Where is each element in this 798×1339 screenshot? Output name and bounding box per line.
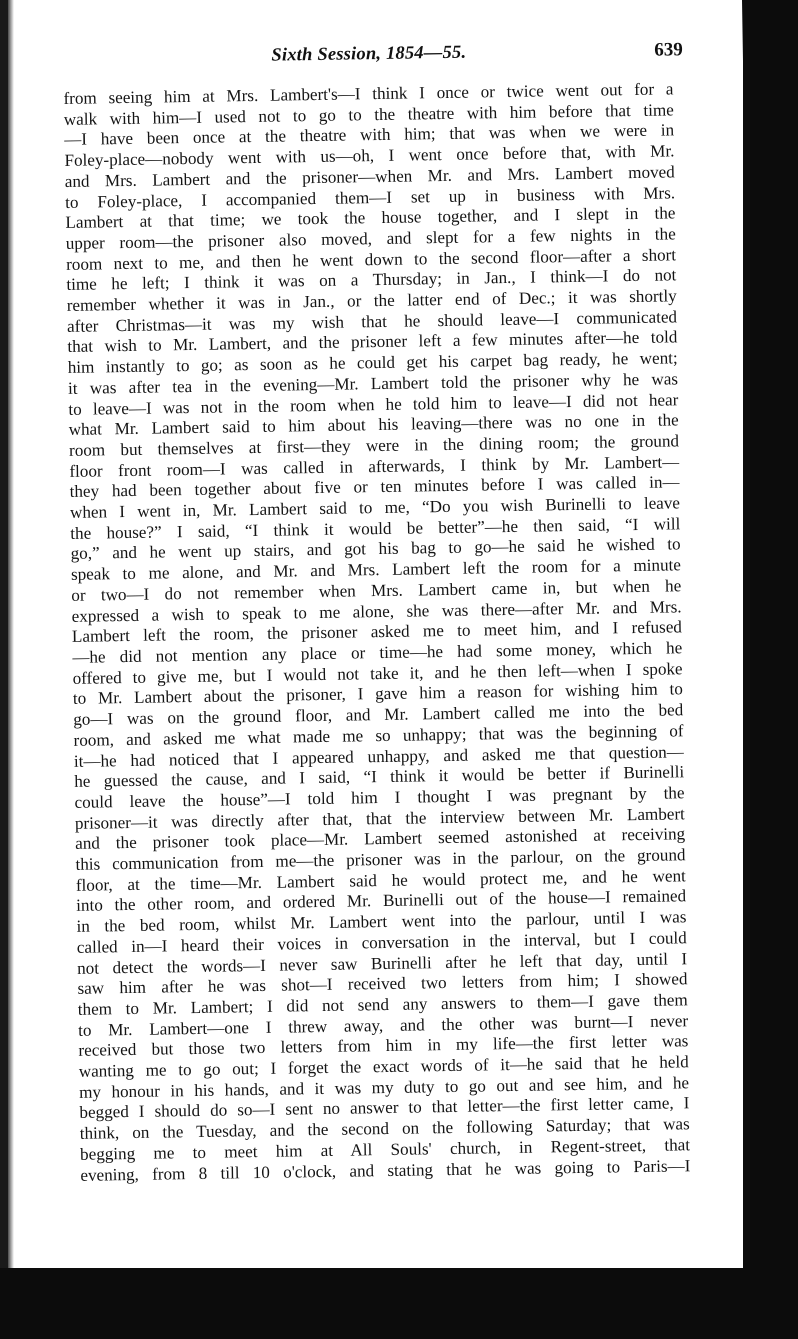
text-line: and the prisoner took place—Mr. Lambert seemed astonished at receiving xyxy=(75,824,686,854)
text-line: begging me to meet him at All Souls' church, in Regent-street, that xyxy=(79,1135,691,1164)
text-line: to Mr. Lambert about the prisoner, I gave him a reason for wishing him to xyxy=(72,679,684,709)
text-line: prisoner—it was directly after that, that the interview between Mr. Lambert xyxy=(74,803,685,833)
text-line: into the other room, and ordered Mr. Burinelli out of the house—I remained xyxy=(76,886,687,916)
text-line: after Christmas—it was my wish that he should leave—I communicated xyxy=(66,307,678,336)
text-line: could leave the house”—I told him I thought I was pregnant by the xyxy=(74,783,685,812)
page-number: 639 xyxy=(654,39,683,61)
book-page xyxy=(14,0,762,1274)
text-line: Foley-place—nobody went with us—oh, I went once before that, with Mr. xyxy=(64,141,675,171)
text-line: this communication from me—the prisoner was in the parlour, on the ground xyxy=(75,845,686,874)
text-line: Lambert left the room, the prisoner asked me to meet him, and I refused xyxy=(71,617,683,647)
text-line: saw him after he was shot—I received two letters from him; I showed xyxy=(77,969,688,999)
text-line: the house?” I said, “I think it would be better”—he then said, “I will xyxy=(70,514,681,543)
text-line: —he did not mention any place or time—he had some money, which he xyxy=(72,638,683,667)
scan-bottom-border xyxy=(0,1268,798,1339)
text-line: remember whether it was in Jan., or the latter end of Dec.; it was shortly xyxy=(66,286,677,315)
text-line: my honour in his hands, and it was my duty to go out and see him, and he xyxy=(78,1072,690,1102)
running-head: Sixth Session, 1854—55. xyxy=(271,42,467,66)
text-line: floor, at the time—Mr. Lambert said he would protect me, and he went xyxy=(75,865,686,895)
text-line: that wish to Mr. Lambert, and the prisoner left a few minutes after—he told xyxy=(67,327,678,357)
text-line: called in—I heard their voices in conversation in the interval, but I could xyxy=(76,928,687,957)
text-line: they had been together about five or ten minutes before I was called in— xyxy=(69,472,680,502)
text-line: think, on the Tuesday, and the second on the following Saturday; that was xyxy=(79,1114,690,1143)
text-line: begged I should do so—I sent no answer to that letter—the first letter came, I xyxy=(79,1093,690,1123)
text-line: to Mr. Lambert—one I threw away, and the other was burnt—I never xyxy=(77,1010,689,1040)
text-line: when I went in, Mr. Lambert said to me, “Do you wish Burinelli to leave xyxy=(69,493,681,522)
text-line: speak to me alone, and Mr. and Mrs. Lambert left the room for a minute xyxy=(70,555,682,585)
text-line: floor front room—I was called in afterwards, I think by Mr. Lambert— xyxy=(69,451,680,481)
text-line: go,” and he went up stairs, and got his bag to go—he said he wished to xyxy=(70,534,681,564)
page-header xyxy=(55,39,683,81)
testimony-text xyxy=(63,79,690,1186)
text-line: them to Mr. Lambert; I did not send any answers to them—I gave them xyxy=(77,990,688,1019)
text-line: to leave—I was not in the room when he told him to leave—I did not hear xyxy=(68,389,679,419)
text-line: it was after tea in the evening—Mr. Lambert told the prisoner why he was xyxy=(67,369,679,398)
text-line: wanting me to go out; I forget the exact words of it—he said that he held xyxy=(78,1052,689,1081)
scan-left-shadow xyxy=(8,0,14,1339)
text-line: walk with him—I used not to go to the theatre with him before that time xyxy=(63,100,674,129)
text-line: to Foley-place, I accompanied them—I set up in business with Mrs. xyxy=(64,182,676,212)
text-line: expressed a wish to speak to me alone, she was there—after Mr. and Mrs. xyxy=(71,596,682,626)
text-line: offered to give me, but I would not take it, and he then left—when I spoke xyxy=(72,658,683,688)
text-line: room next to me, and then he went down to the second floor—after a short xyxy=(65,244,677,274)
text-line: room, and asked me what made me so unhappy; that was the beginning of xyxy=(73,721,684,750)
text-line: in the bed room, whilst Mr. Lambert went into the parlour, until I was xyxy=(76,907,687,936)
text-line: not detect the words—I never saw Burinelli after he left that day, until I xyxy=(77,948,688,978)
scan-right-border xyxy=(743,0,798,1339)
text-line: him instantly to go; as soon as he could get his carpet bag ready, he went; xyxy=(67,348,678,378)
text-line: room but themselves at first—they were in the dining room; the ground xyxy=(68,431,680,460)
text-line: and Mrs. Lambert and the prisoner—when Mr. and Mrs. Lambert moved xyxy=(64,162,675,191)
text-line: evening, from 8 till 10 o'clock, and stating that he was going to Paris—I xyxy=(80,1155,691,1185)
text-line: time he left; I think it was on a Thursday; in Jan., I think—I do not xyxy=(66,265,677,295)
text-line: received but those two letters from him in my life—the first letter was xyxy=(78,1031,689,1061)
text-line: what Mr. Lambert said to him about his leaving—there was no one in the xyxy=(68,410,679,440)
scan-left-edge xyxy=(0,0,8,1339)
text-line: from seeing him at Mrs. Lambert's—I think I once or twice went out for a xyxy=(63,79,674,108)
text-line: Lambert at that time; we took the house together, and I slept in the xyxy=(65,203,676,233)
text-line: or two—I do not remember when Mrs. Lambert came in, but when he xyxy=(71,576,682,605)
text-line: go—I was on the ground floor, and Mr. Lambert called me into the bed xyxy=(73,700,684,729)
text-line: —I have been once at the theatre with him; that was when we were in xyxy=(64,120,675,150)
text-line: it—he had noticed that I appeared unhappy, and asked me that question— xyxy=(73,741,684,771)
text-line: he guessed the cause, and I said, “I think it would be better if Burinelli xyxy=(74,762,685,792)
text-line: upper room—the prisoner also moved, and slept for a few nights in the xyxy=(65,224,676,253)
